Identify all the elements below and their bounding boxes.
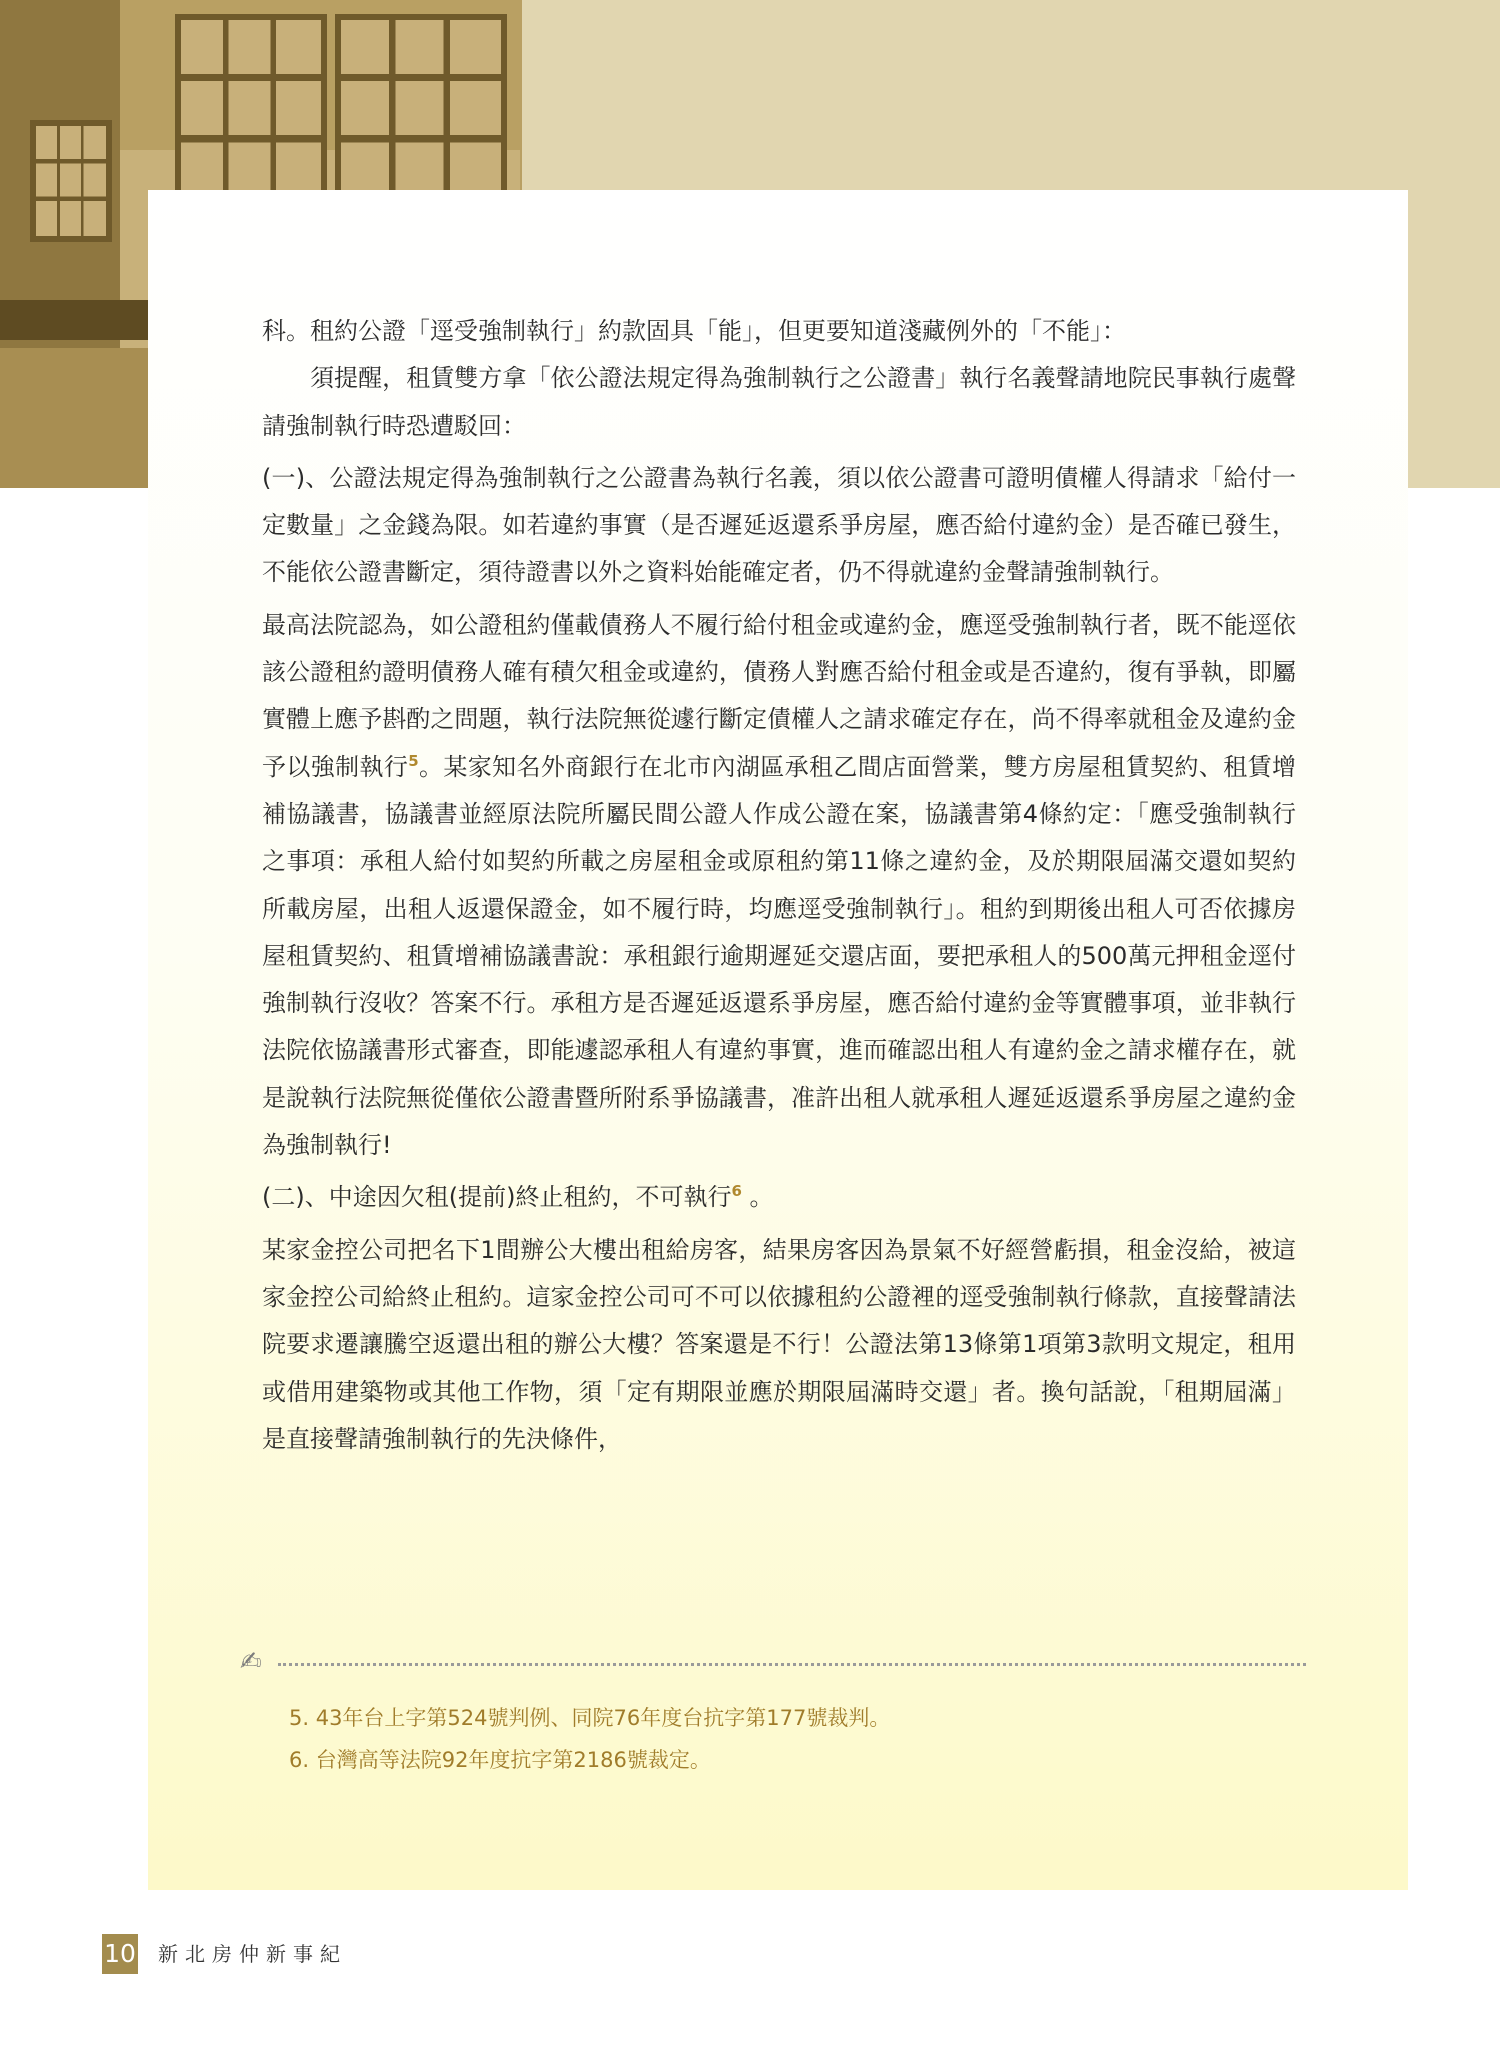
- magazine-title: 新北房仲新事紀: [158, 1942, 347, 1966]
- notes-divider: [240, 1647, 1306, 1677]
- pen-writing-icon: ✍: [240, 1647, 262, 1677]
- paragraph-text: 。: [741, 1183, 774, 1212]
- footnote-mark: 6: [731, 1182, 742, 1201]
- photo-window: [335, 14, 507, 206]
- paragraph: 須提醒，租賃雙方拿「依公證法規定得為強制執行之公證書」執行名義聲請地院民事執行處聲請強制執行時恐遭駁回：: [262, 364, 1296, 440]
- article-body: [262, 308, 1296, 1463]
- photo-window: [175, 14, 327, 206]
- photo-window: [30, 120, 112, 242]
- page-number: 10: [102, 1934, 138, 1974]
- footnote-item: 6. 台灣高等法院92年度抗字第2186號裁定。: [289, 1748, 711, 1772]
- footnotes: [289, 1697, 890, 1781]
- paragraph-text: 最高法院認為，如公證租約僅載債務人不履行給付租金或違約金，應逕受強制執行者，既不能逕依該公證租約證明債務人確有積欠租金或違約，債務人對應否給付租金或是否違約，復有爭執，即屬實體上應予斟酌之問題，執行法院無從遽行斷定債權人之請求確定存在，尚不得率就租金及違約金予以強制執行: [262, 610, 1296, 781]
- paragraph-text: (二)、中途因欠租(提前)終止租約，不可執行: [262, 1183, 732, 1212]
- paragraph: 科。租約公證「逕受強制執行」約款固具「能」，但更要知道淺藏例外的「不能」：: [262, 317, 1126, 345]
- paragraph: 某家金控公司把名下1間辦公大樓出租給房客，結果房客因為景氣不好經營虧損，租金沒給，被這家金控公司給終止租約。這家金控公司可不可以依據租約公證裡的逕受強制執行條款，直接聲請法院要求遷讓騰空返還出租的辦公大樓？答案還是不行！公證法第13條第1項第3款明文規定，租用或借用建築物或其他工作物，須「定有期限並應於期限屆滿時交還」者。換句話說，「租期屆滿」是直接聲請強制執行的先決條件，: [262, 1235, 1296, 1453]
- photo-bench: [0, 300, 150, 340]
- paragraph-text: 。某家知名外商銀行在北市內湖區承租乙間店面營業，雙方房屋租賃契約、租賃增補協議書，協議書並經原法院所屬民間公證人作成公證在案，協議書第4條約定：「應受強制執行之事項：承租人給付如契約所載之房屋租金或原租約第11條之違約金，及於期限屆滿交還如契約所載房屋，出租人返還保證金，如不履行時，均應逕受強制執行」。租約到期後出租人可否依據房屋租賃契約、租賃增補協議書說：承租銀行逾期遲延交還店面，要把承租人的500萬元押租金逕付強制執行沒收？答案不行。承租方是否遲延返還系爭房屋，應否給付違約金等實體事項，並非執行法院依協議書形式審查，即能遽認承租人有違約事實，進而確認出租人有違約金之請求權存在，就是說執行法院無從僅依公證書暨所附系爭協議書，准許出租人就承租人遲延返還系爭房屋之違約金為強制執行!: [262, 752, 1297, 1160]
- paragraph: (一)、公證法規定得為強制執行之公證書為執行名義，須以依公證書可證明債權人得請求「給付一定數量」之金錢為限。如若違約事實（是否遲延返還系爭房屋，應否給付違約金）是否確已發生，不能依公證書斷定，須待證書以外之資料始能確定者，仍不得就違約金聲請強制執行。: [262, 463, 1296, 587]
- footnote-item: 5. 43年台上字第524號判例、同院76年度台抗字第177號裁判。: [289, 1706, 891, 1730]
- footnote-mark: 5: [408, 751, 419, 770]
- paragraph: [262, 1174, 1296, 1221]
- dotted-rule: [278, 1663, 1306, 1666]
- paragraph: [262, 602, 1296, 1170]
